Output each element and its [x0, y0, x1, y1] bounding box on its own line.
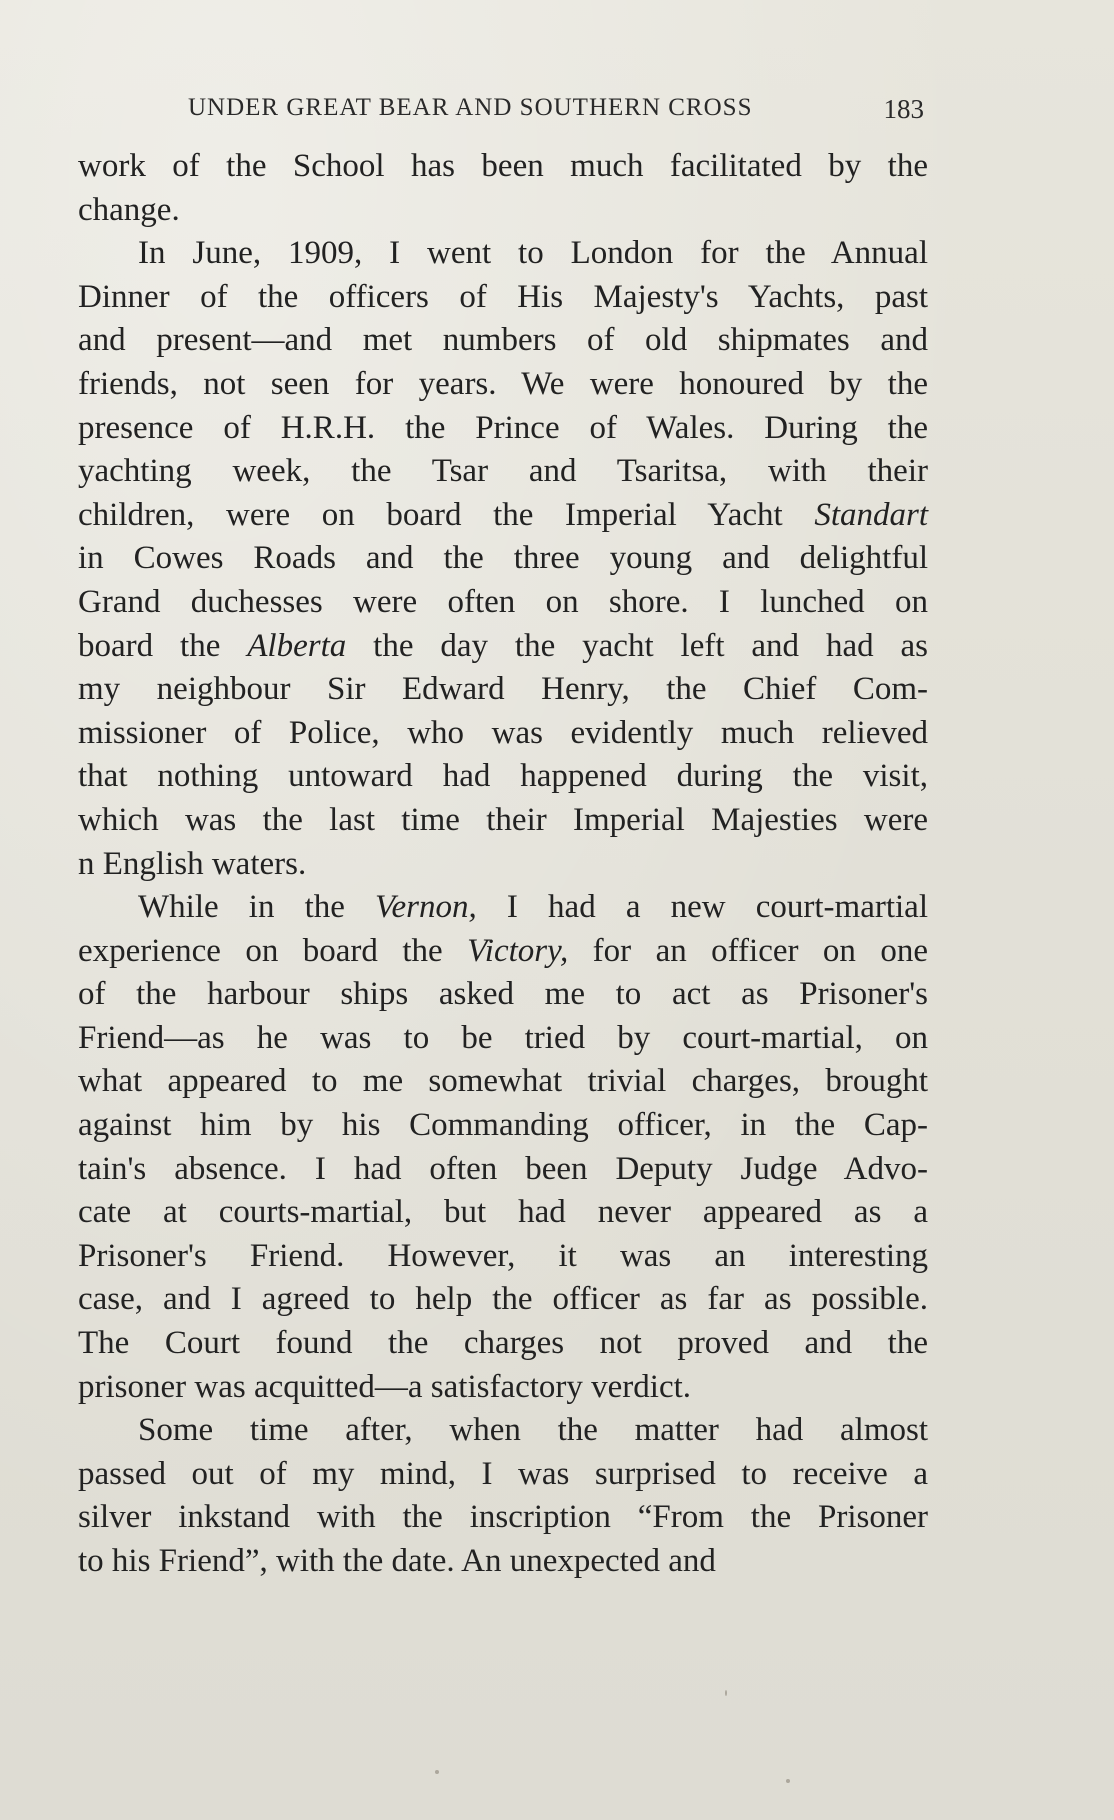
- text-fragment: the day the yacht left and had as: [346, 627, 928, 664]
- text-fragment: in Cowes Roads and the three young and delightful: [78, 540, 928, 577]
- text-fragment: silver inkstand with the inscription “From the Prisoner: [78, 1499, 928, 1536]
- text-line: [78, 1104, 928, 1148]
- text-fragment: cate at courts-martial, but had never appeared as a: [78, 1194, 928, 1231]
- text-line: [78, 1453, 928, 1497]
- text-fragment: my neighbour Sir Edward Henry, the Chief Com-: [78, 671, 928, 708]
- text-line: [78, 625, 928, 669]
- text-fragment: Dinner of the officers of His Majesty's Yachts, past: [78, 278, 928, 315]
- italic-text: Victory,: [467, 932, 569, 969]
- body-text: [78, 145, 928, 1584]
- text-fragment: experience on board the: [78, 932, 468, 969]
- text-fragment: change.: [78, 191, 180, 228]
- text-fragment: In June, 1909, I went to London for the Annual: [138, 235, 928, 272]
- text-fragment: Friend—as he was to be tried by court-martial, on: [78, 1019, 928, 1056]
- text-fragment: yachting week, the Tsar and Tsaritsa, with their: [78, 453, 928, 490]
- text-fragment: While in the: [138, 889, 376, 926]
- text-line: [78, 973, 928, 1017]
- text-fragment: Some time after, when the matter had almost: [138, 1412, 928, 1449]
- text-line: [78, 1496, 928, 1540]
- text-line: [78, 1191, 928, 1235]
- text-fragment: prisoner was acquitted—a satisfactory verdict.: [78, 1368, 692, 1405]
- text-fragment: board the: [78, 627, 248, 664]
- text-line: [78, 319, 928, 363]
- text-line: [78, 363, 928, 407]
- text-fragment: Grand duchesses were often on shore. I lunched on: [78, 583, 928, 620]
- text-fragment: presence of H.R.H. the Prince of Wales. During the: [78, 409, 928, 446]
- text-line: [78, 1409, 928, 1453]
- text-line: [78, 1540, 928, 1584]
- text-fragment: passed out of my mind, I was surprised to receive a: [78, 1455, 928, 1492]
- text-line: [78, 668, 928, 712]
- text-fragment: n English waters.: [78, 845, 307, 882]
- italic-text: Alberta: [247, 627, 347, 664]
- text-fragment: and present—and met numbers of old shipmates and: [78, 322, 928, 359]
- text-fragment: which was the last time their Imperial Majesties were: [78, 801, 928, 838]
- text-line: [78, 755, 928, 799]
- text-line: [78, 189, 928, 233]
- text-line: [78, 799, 928, 843]
- italic-text: Standart: [814, 496, 928, 533]
- text-fragment: what appeared to me somewhat trivial charges, brought: [78, 1063, 928, 1100]
- page-number: 183: [883, 94, 924, 124]
- text-line: [78, 232, 928, 276]
- text-fragment: for an officer on one: [568, 932, 928, 969]
- text-fragment: that nothing untoward had happened during the visit,: [78, 758, 928, 795]
- text-line: [78, 450, 928, 494]
- paper-speck: [725, 1690, 727, 1696]
- text-fragment: children, were on board the Imperial Yacht: [78, 496, 815, 533]
- text-fragment: I had a new court-martial: [476, 889, 928, 926]
- text-line: [78, 930, 928, 974]
- text-line: [78, 1148, 928, 1192]
- running-title: UNDER GREAT BEAR AND SOUTHERN CROSS: [188, 94, 753, 121]
- text-line: [78, 145, 928, 189]
- text-line: [78, 1278, 928, 1322]
- text-line: [78, 1366, 928, 1410]
- text-fragment: work of the School has been much facilitated by the: [78, 148, 928, 184]
- text-fragment: against him by his Commanding officer, in the Cap-: [78, 1107, 928, 1144]
- text-line: [78, 537, 928, 581]
- text-line: [78, 843, 928, 887]
- text-fragment: Prisoner's Friend. However, it was an interesting: [78, 1237, 928, 1274]
- text-fragment: tain's absence. I had often been Deputy Judge Advo-: [78, 1150, 928, 1187]
- text-fragment: of the harbour ships asked me to act as Prisoner's: [78, 976, 928, 1013]
- text-line: [78, 886, 928, 930]
- running-head: [188, 94, 924, 128]
- text-fragment: friends, not seen for years. We were honoured by the: [78, 365, 928, 402]
- text-line: [78, 1235, 928, 1279]
- text-line: [78, 712, 928, 756]
- text-fragment: case, and I agreed to help the officer as far as possible.: [78, 1281, 928, 1318]
- text-line: [78, 407, 928, 451]
- text-line: [78, 1017, 928, 1061]
- paper-speck: [435, 1770, 439, 1774]
- text-line: [78, 1060, 928, 1104]
- text-line: [78, 581, 928, 625]
- italic-text: Vernon,: [375, 889, 477, 926]
- text-line: [78, 494, 928, 538]
- text-fragment: to his Friend”, with the date. An unexpected and: [78, 1543, 716, 1579]
- text-line: [78, 276, 928, 320]
- text-fragment: The Court found the charges not proved and the: [78, 1325, 928, 1362]
- paper-speck: [786, 1779, 790, 1783]
- text-line: [78, 1322, 928, 1366]
- text-fragment: missioner of Police, who was evidently much relieved: [78, 714, 928, 751]
